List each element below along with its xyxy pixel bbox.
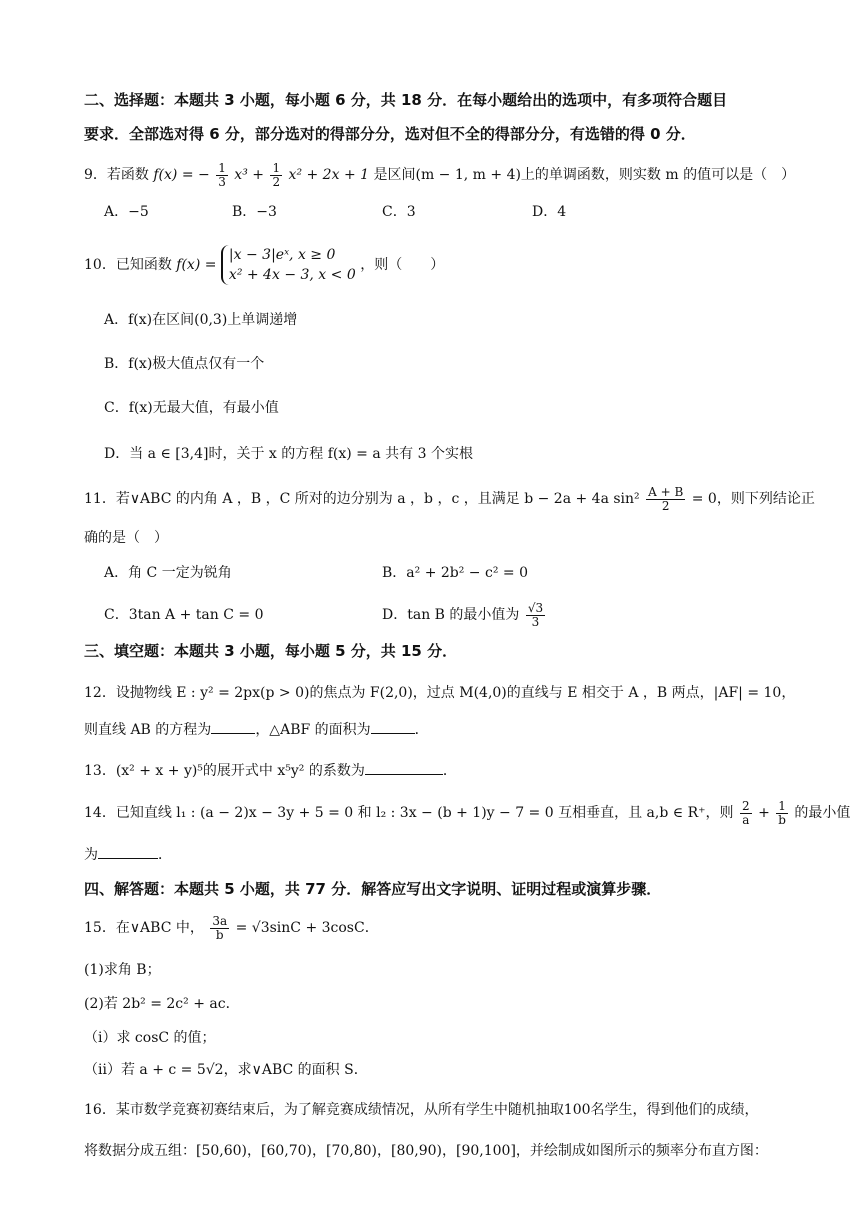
q9-frac1-num: 1 <box>218 160 226 175</box>
q15-frac-den: b <box>215 927 224 942</box>
q11-option-d-text: D．tan B 的最小值为 <box>382 607 520 623</box>
q9-option-a[interactable]: A．−5 <box>104 204 149 220</box>
question-11 <box>84 484 820 514</box>
q9-frac1-den: 3 <box>218 174 226 189</box>
q10-case2: x² + 4x − 3, x < 0 <box>228 267 356 283</box>
q11-prefix: 11．若∨ABC 的内角 A ，B ，C 所对的边分别为 a ，b ，c ，且满足 b − 2a + 4a sin² <box>84 491 640 507</box>
q10-option-b[interactable]: B．f(x)极大值点仅有一个 <box>104 356 265 372</box>
q10-prefix: 10．已知函数 <box>84 257 172 273</box>
q9-suffix: 是区间(m − 1, m + 4)上的单调函数，则实数 m 的值可以是（ ） <box>373 167 796 183</box>
q12-line2 <box>84 719 820 740</box>
q9-option-d[interactable]: D．4 <box>532 204 567 220</box>
q14-frac2-num: 1 <box>776 800 788 814</box>
section2-heading-line1: 二、选择题：本题共 3 小题，每小题 6 分，共 18 分．在每小题给出的选项中，有多项符合题目 <box>84 91 728 109</box>
q12-line1: 12．设抛物线 E : y² = 2px(p > 0)的焦点为 F(2,0)，过点 M(4,0)的直线与 E 相交于 A ，B 两点，|AF| = 10， <box>84 685 796 701</box>
q12-blank-2[interactable] <box>371 719 415 734</box>
q15-part2-ii: （ⅱ）若 a + c = 5√2，求∨ABC 的面积 S． <box>84 1062 368 1078</box>
q9-frac2-den: 2 <box>272 174 281 189</box>
q14-plus: + <box>758 805 770 821</box>
q16-line1: 16．某市数学竞赛初赛结束后，为了解竞赛成绩情况，从所有学生中随机抽取100名学生，得到他们的成绩， <box>84 1102 759 1118</box>
section3-heading: 三、填空题：本题共 3 小题，每小题 5 分，共 15 分． <box>84 642 458 660</box>
q11-suffix: = 0，则下列结论正 <box>691 491 815 507</box>
q11-option-c[interactable]: C．3tan A + tan C = 0 <box>104 607 264 623</box>
q11-frac <box>646 486 685 513</box>
q9-option-b[interactable]: B．−3 <box>232 204 277 220</box>
q12-line2-b: ，△ABF 的面积为 <box>255 722 371 738</box>
q11-option-d-den: 3 <box>531 614 540 629</box>
q10-case1: |x − 3|eˣ, x ≥ 0 <box>228 247 336 263</box>
q9-frac2-num: 1 <box>272 160 281 175</box>
q14-frac1-num: 2 <box>741 798 750 813</box>
q9-option-c[interactable]: C．3 <box>382 204 416 220</box>
q14-line1-a: 14．已知直线 l₁ : (a − 2)x − 3y + 5 = 0 和 l₂ : 3x − (b + 1)y − 7 = 0 互相垂直，且 a,b ∈ R⁺，则 <box>84 805 734 821</box>
q16-line2: 将数据分成五组：[50,60)，[60,70)，[70,80)，[80,90)，[90,100]，并绘制成如图所示的频率分布直方图： <box>84 1143 768 1159</box>
q15-line1-a: 15．在∨ABC 中， <box>84 920 204 936</box>
question-9 <box>84 160 820 190</box>
q15-part2: (2)若 2b² = 2c² + ac． <box>84 996 240 1012</box>
q12-line2-a: 则直线 AB 的方程为 <box>84 722 212 738</box>
q9-frac2 <box>270 162 282 189</box>
q15-frac <box>210 915 229 942</box>
section2-heading-line2: 要求．全部选对得 6 分，部分选对的得部分分，选对但不全的得部分分，有选错的得 0 分． <box>84 125 696 143</box>
q11-frac-num: A + B <box>648 484 684 499</box>
q14-frac2 <box>776 800 788 827</box>
q11-option-a[interactable]: A．角 C 一定为锐角 <box>104 565 232 581</box>
q14-line2-b: ． <box>158 847 172 863</box>
q14-frac1 <box>740 800 752 827</box>
q14-line1-b: 的最小值 <box>794 805 851 821</box>
q9-frac1 <box>216 162 228 189</box>
q9-mid1: x³ + <box>234 167 264 183</box>
q10-suffix: ，则（ ） <box>360 257 445 273</box>
q15-part2-i: （ⅰ）求 cosC 的值； <box>84 1030 216 1046</box>
q11-option-d[interactable] <box>382 600 547 630</box>
q14-frac2-den: b <box>778 812 786 827</box>
q14-line1 <box>84 798 851 828</box>
q11-options-row2 <box>104 600 820 630</box>
q11-frac-den: 2 <box>661 498 670 513</box>
q11-option-d-frac <box>526 602 545 629</box>
q14-line2 <box>84 844 820 865</box>
q9-func-lhs: f(x) = − <box>153 167 210 183</box>
q10-piecewise <box>221 245 356 285</box>
q10-option-c[interactable]: C．f(x)无最大值，有最小值 <box>104 400 279 416</box>
q12-blank-1[interactable] <box>211 719 255 734</box>
q10-option-d[interactable]: D．当 a ∈ [3,4]时，关于 x 的方程 f(x) = a 共有 3 个实根 <box>104 446 473 462</box>
question-10 <box>84 242 820 288</box>
q9-options <box>104 202 820 222</box>
q12-line2-c: ． <box>414 722 429 738</box>
q15-line1-b: = √3sinC + 3cosC． <box>235 920 379 936</box>
q11-line2: 确的是（ ） <box>84 530 168 546</box>
q13-text-a: 13．(x² + x + y)⁵的展开式中 x⁵y² 的系数为 <box>84 763 365 779</box>
q14-frac1-den: a <box>742 812 750 827</box>
question-13 <box>84 760 820 781</box>
q15-frac-num: 3a <box>212 913 228 928</box>
q11-options-row1 <box>104 563 820 583</box>
q15-part1: (1)求角 B； <box>84 962 161 978</box>
q13-text-b: ． <box>442 763 457 779</box>
q10-fx: f(x) = <box>176 257 217 273</box>
section4-heading: 四、解答题：本题共 5 小题，共 77 分．解答应写出文字说明、证明过程或演算步骤． <box>84 880 662 898</box>
q14-line2-a: 为 <box>84 847 98 863</box>
q14-blank[interactable] <box>98 844 158 859</box>
q11-option-b[interactable]: B．a² + 2b² − c² = 0 <box>382 565 528 581</box>
q15-line1 <box>84 912 820 944</box>
q9-prefix: 9．若函数 <box>84 167 149 183</box>
q10-option-a[interactable]: A．f(x)在区间(0,3)上单调递增 <box>104 312 298 328</box>
q9-mid2: x² + 2x + 1 <box>288 167 370 183</box>
q11-option-d-num: √3 <box>527 600 544 615</box>
q13-blank[interactable] <box>365 760 443 775</box>
